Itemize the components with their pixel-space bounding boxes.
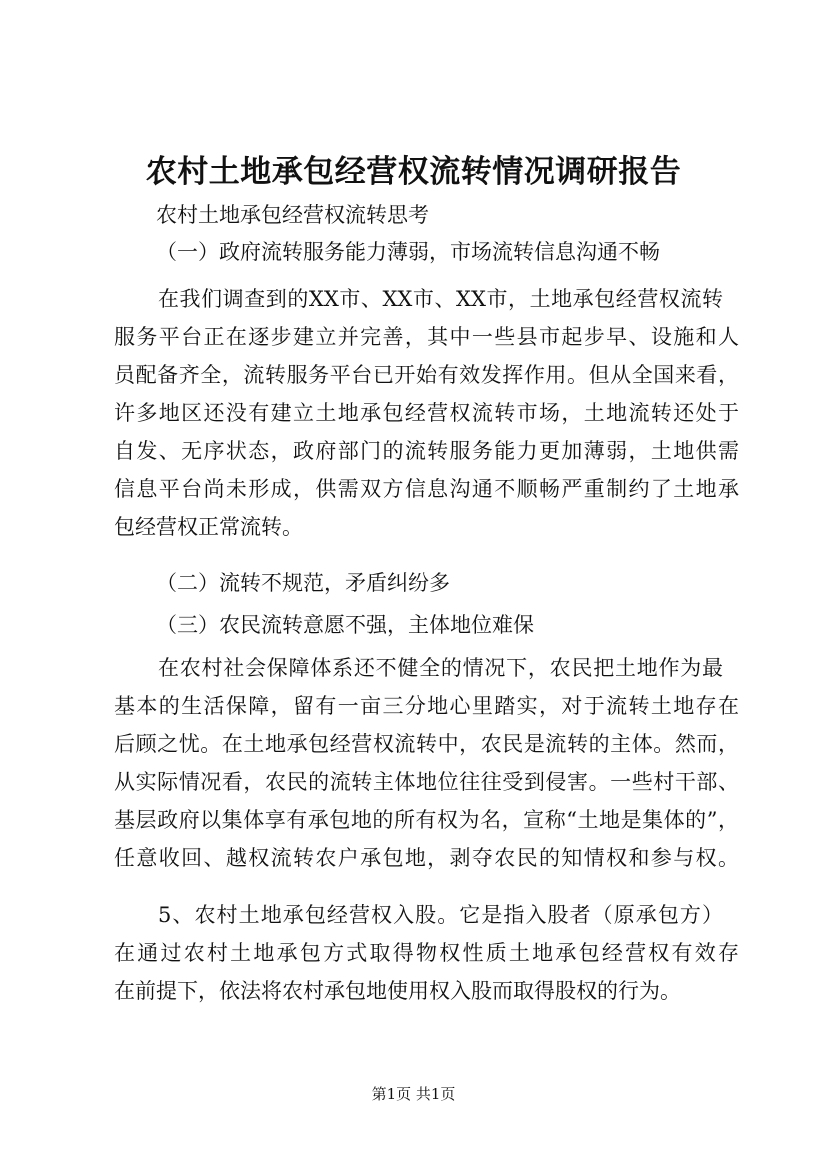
paragraph-line: 在农村社会保障体系还不健全的情况下，农民把土地作为最	[158, 656, 723, 680]
heading-one: （一）政府流转服务能力薄弱，市场流转信息沟通不畅	[156, 240, 660, 264]
paragraph-line: 信息平台尚未形成，供需双方信息沟通不顺畅严重制约了土地承	[114, 477, 739, 501]
heading-three: （三）农民流转意愿不强，主体地位难保	[156, 613, 534, 637]
paragraph-line: 服务平台正在逐步建立并完善，其中一些县市起步早、设施和人	[114, 325, 739, 349]
page-number-footer: 第1页 共1页	[371, 1085, 456, 1103]
paragraph-line: 自发、无序状态，政府部门的流转服务能力更加薄弱，土地供需	[114, 439, 739, 463]
paragraph-line: 任意收回、越权流转农户承包地，剥夺农民的知情权和参与权。	[114, 846, 739, 870]
subtitle: 农村土地承包经营权流转思考	[156, 203, 429, 227]
paragraph-line: 在我们调查到的XX市、XX市、XX市，土地承包经营权流转	[158, 287, 723, 311]
paragraph-line: 后顾之忧。在土地承包经营权流转中，农民是流转的主体。然而，	[114, 732, 739, 756]
paragraph-line: 在前提下，依法将农村承包地使用权入股而取得股权的行为。	[114, 979, 681, 1003]
paragraph-line: 包经营权正常流转。	[114, 515, 303, 539]
paragraph-line: 许多地区还没有建立土地承包经营权流转市场，土地流转还处于	[114, 401, 739, 425]
paragraph-line: 基层政府以集体享有承包地的所有权为名，宣称“土地是集体的”，	[114, 808, 739, 832]
paragraph-line: 从实际情况看，农民的流转主体地位往往受到侵害。一些村干部、	[114, 770, 739, 794]
paragraph-line: 基本的生活保障，留有一亩三分地心里踏实，对于流转土地存在	[114, 694, 739, 718]
heading-two: （二）流转不规范，矛盾纠纷多	[156, 571, 450, 595]
paragraph-line: 员配备齐全，流转服务平台已开始有效发挥作用。但从全国来看，	[114, 363, 739, 387]
document-title: 农村土地承包经营权流转情况调研报告	[145, 154, 682, 190]
paragraph-line: 5、农村土地承包经营权入股。它是指入股者（原承包方）	[158, 903, 723, 927]
paragraph-line: 在通过农村土地承包方式取得物权性质土地承包经营权有效存	[114, 941, 739, 965]
